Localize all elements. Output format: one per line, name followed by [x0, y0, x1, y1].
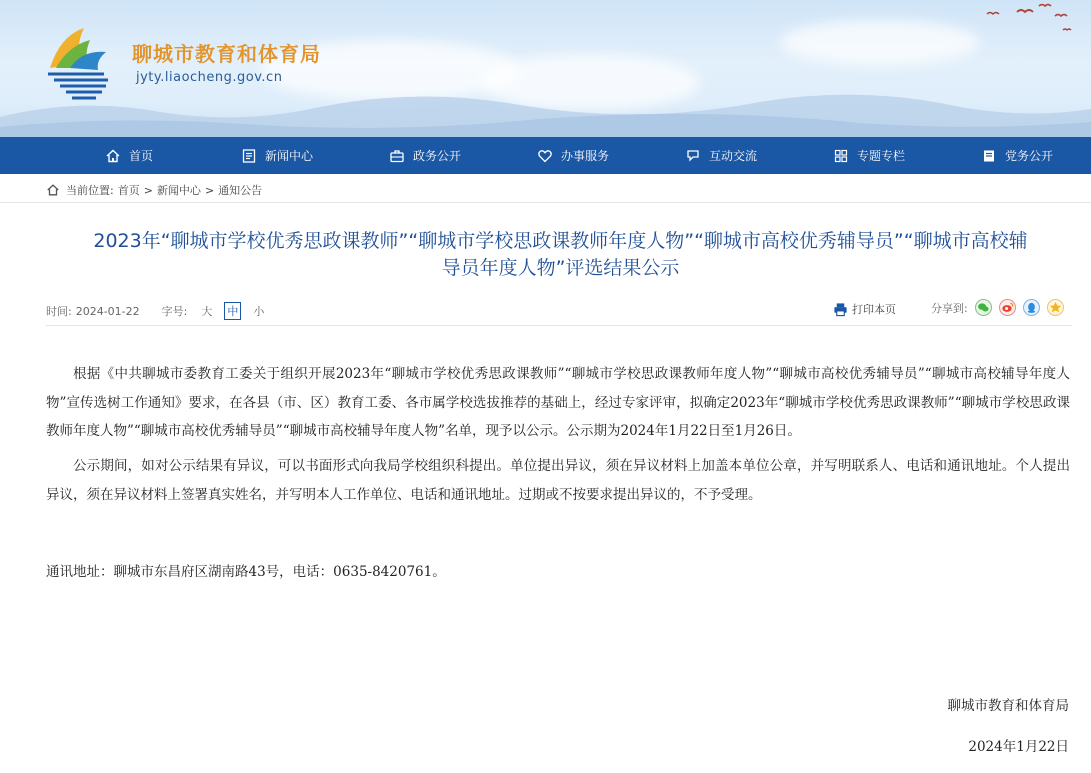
article-paragraph: 根据《中共聊城市委教育工委关于组织开展2023年“聊城市学校优秀思政课教师”“聊城市学校思政课教师年度人物”“聊城市高校优秀辅导员”“聊城市高校辅导年度人物”宣传选树工作通知》要求，在各县（市、区）教育工委、各市属学校选拔推荐的基础上，经过专家评审，拟确定2023年“聊城市学校优秀思政课教师”“聊城市学校思政课教师年度人物”“聊城市高校优秀辅导员”“聊城市高校辅导年度人物”名单，现予以公示。公示期为2024年1月22日至1月26日。: [46, 366, 1070, 440]
birds-decoration: [977, 0, 1077, 40]
qq-icon[interactable]: [1023, 299, 1040, 316]
font-size-large-button[interactable]: 大: [201, 305, 213, 318]
interaction-icon: [685, 148, 701, 164]
article-paragraph: 公示期间，如对公示结果有异议，可以书面形式向我局学校组织科提出。单位提出异议，须在异议材料上加盖本单位公章，并写明联系人、电话和通讯地址。个人提出异议，须在异议材料上签署真实姓名，并写明本人工作单位、电话和通讯地址。过期或不按要求提出异议的，不予受理。: [46, 458, 1070, 503]
font-size-small-button[interactable]: 小: [253, 305, 265, 318]
breadcrumb-prefix: 当前位置:: [66, 184, 114, 197]
article-title: [30, 228, 1091, 282]
site-logo[interactable]: [46, 24, 120, 104]
home-icon: [46, 183, 60, 197]
news-icon: [241, 148, 257, 164]
share-bar: [931, 299, 1064, 316]
article-meta: [46, 302, 270, 320]
breadcrumb-link-news[interactable]: 新闻中心: [156, 184, 201, 197]
print-label: 打印本页: [852, 303, 896, 316]
main-nav: [0, 137, 1091, 174]
contact-address: 通讯地址：聊城市东昌府区湖南路43号，电话：0635-8420761。: [46, 563, 446, 580]
breadcrumb-separator: >: [143, 183, 153, 197]
time-label: 时间:: [46, 305, 72, 318]
nav-label: 党务公开: [1004, 149, 1053, 163]
nav-item-news[interactable]: [203, 137, 351, 174]
printer-icon: [833, 302, 848, 317]
breadcrumb: [46, 182, 266, 198]
article-title-line: 导员年度人物”评选结果公示: [441, 257, 680, 279]
divider: [0, 202, 1091, 203]
print-button[interactable]: [833, 301, 896, 317]
nav-label: 政务公开: [412, 149, 461, 163]
weibo-icon[interactable]: [999, 299, 1016, 316]
nav-label: 办事服务: [560, 149, 609, 163]
signature-date: 2024年1月22日: [968, 739, 1069, 755]
nav-label: 互动交流: [708, 149, 757, 163]
book-icon: [981, 148, 997, 164]
article-title-line: 2023年“聊城市学校优秀思政课教师”“聊城市学校思政课教师年度人物”“聊城市高校优秀辅导员”“聊城市高校辅: [93, 230, 1028, 252]
header-banner: [0, 0, 1091, 137]
grid-icon: [833, 148, 849, 164]
nav-item-services[interactable]: [499, 137, 647, 174]
nav-label: 首页: [128, 149, 153, 163]
site-domain: jyty.liaocheng.gov.cn: [136, 70, 283, 85]
nav-item-home[interactable]: [55, 137, 203, 174]
nav-item-interaction[interactable]: [647, 137, 795, 174]
home-icon: [105, 148, 121, 164]
font-size-label: 字号:: [161, 305, 188, 318]
site-title: 聊城市教育和体育局: [132, 42, 321, 66]
wechat-icon[interactable]: [975, 299, 992, 316]
cloud-decoration: [780, 20, 980, 65]
nav-item-topics[interactable]: [795, 137, 943, 174]
signature-org: 聊城市教育和体育局: [947, 698, 1069, 714]
article-body: [46, 360, 1070, 586]
briefcase-icon: [389, 148, 405, 164]
nav-label: 专题专栏: [856, 149, 905, 163]
heart-icon: [537, 148, 553, 164]
font-size-medium-button[interactable]: 中: [224, 302, 241, 320]
breadcrumb-link-notices[interactable]: 通知公告: [218, 184, 263, 197]
nav-item-party-affairs[interactable]: [943, 137, 1091, 174]
breadcrumb-separator: >: [204, 183, 215, 197]
share-label: 分享到:: [931, 301, 968, 315]
publish-date: 2024-01-22: [75, 304, 140, 318]
nav-item-gov-affairs[interactable]: [351, 137, 499, 174]
breadcrumb-link-home[interactable]: 首页: [117, 184, 140, 197]
divider: [46, 325, 1072, 326]
qzone-star-icon[interactable]: [1047, 299, 1064, 316]
nav-label: 新闻中心: [264, 149, 313, 163]
